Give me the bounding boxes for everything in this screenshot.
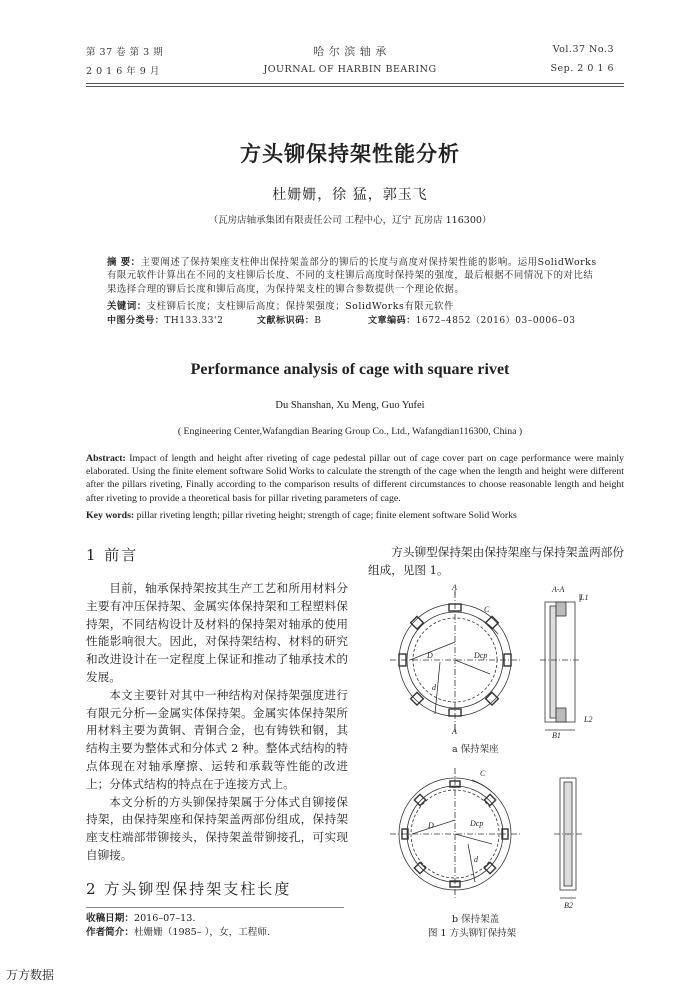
received-date — [86, 912, 195, 926]
label-a-bottom: A — [452, 727, 457, 736]
label-d-small-bottom: d — [474, 855, 478, 864]
received-label: 收稿日期： — [86, 913, 134, 924]
abstract-cn-label: 摘 要： — [107, 257, 141, 268]
paper-title-en: Performance analysis of cage with square rivet — [190, 361, 510, 378]
article-label: 文章编码： — [368, 316, 416, 326]
label-l1: L1 — [580, 593, 589, 602]
source-watermark: 万方数据 — [6, 968, 55, 982]
abstract-en-label: Abstract: — [86, 453, 126, 464]
document-code — [257, 315, 321, 328]
label-dcp-top: Dcp — [474, 651, 488, 660]
label-dcp-bottom: Dcp — [470, 819, 484, 828]
label-c-bottom: C — [480, 769, 486, 778]
keywords-cn-label: 关键词： — [107, 301, 147, 312]
abstract-cn-text: 主要阐述了保持架座支柱伸出保持架盖部分的铆后的长度与高度对保持架性能的影响。运用SolidWorks有限元软件计算出在不同的支柱铆后长度、不同的支柱铆后高度时保持架的强度，最后根据不同情况下的对比结果选择合理的铆后长度和铆后高度，为保持架支柱的铆合参数提供一个理论依据。 — [107, 257, 597, 295]
article-number — [368, 315, 576, 328]
section-1-paragraph-3: 本文分析的方头铆保持架属于分体式自铆接保持架，由保持架座和保持架盖两部份组成，保持架座支柱端部带铆接头，保持架盖带铆接孔，可实现自铆接。 — [86, 794, 348, 862]
affiliation-cn: （瓦房店轴承集团有限责任公司 工程中心，辽宁 瓦房店 116300） — [208, 215, 492, 226]
keywords-cn-text: 支柱铆后长度；支柱铆后高度；保持架强度；SolidWorks有限元软件 — [146, 301, 455, 312]
author-bio — [86, 926, 270, 940]
footnote-rule — [86, 907, 344, 908]
figure-intro-paragraph: 方头铆型保持架由保持架座与保持架盖两部份组成，见图 1。 — [368, 545, 624, 577]
header-rule — [86, 83, 624, 84]
class-label: 中图分类号： — [107, 316, 165, 326]
journal-name-en: JOURNAL OF HARBIN BEARING — [263, 64, 437, 75]
figure-caption-b: b 保持架盖 — [452, 914, 500, 925]
section-1-paragraph-1: 目前，轴承保持架按其生产工艺和所用材料分主要有冲压保持架、金属实体保持架和工程塑料保持架，不同结构设计及材料的保持架对轴承的使用性能影响很大。因此，对保持架结构、材料的研究和改进设计在一定程度上保证和推动了轴承技术的发展。 — [86, 581, 348, 684]
doc-value: B — [314, 316, 322, 326]
figure-intro — [368, 544, 624, 580]
section-2-heading: 2 方头铆型保持架支柱长度 — [86, 880, 292, 898]
figure-1-caption: 图 1 方头铆钉保持架 — [428, 928, 517, 939]
author-bio-label: 作者简介： — [86, 927, 134, 938]
label-a-a: A-A — [552, 585, 565, 594]
cage-cover-top-view — [390, 768, 520, 900]
figure-caption-a: a 保持架座 — [452, 744, 499, 755]
label-d-small-top: d — [432, 683, 436, 692]
label-d-top: D — [427, 651, 433, 660]
publication-date-en: Sep. 2 0 1 6 — [550, 63, 614, 74]
cage-pedestal-section — [540, 594, 580, 730]
class-value: TH133.33'2 — [164, 316, 224, 326]
journal-name-cn: 哈 尔 滨 轴 承 — [313, 45, 387, 58]
author-bio-value: 杜姗姗（1985– ），女，工程师. — [133, 927, 271, 938]
doc-label: 文献标识码： — [257, 316, 315, 326]
volume-issue: 第 37 卷 第 3 期 — [86, 47, 164, 58]
label-c-top: C — [484, 605, 490, 614]
paper-title-cn: 方头铆保持架性能分析 — [240, 142, 460, 166]
affiliation-en: ( Engineering Center,Wafangdian Bearing Group Co., Ltd., Wafangdian116300, China ) — [177, 426, 523, 437]
keywords-en — [86, 509, 624, 522]
label-b2: B2 — [564, 901, 573, 910]
section-1-heading: 1 前言 — [86, 546, 139, 564]
authors-cn: 杜姗姗，徐 猛，郭玉飞 — [272, 187, 428, 203]
authors-en: Du Shanshan, Xu Meng, Guo Yufei — [275, 400, 425, 411]
classification-number — [107, 315, 223, 328]
label-b1: B1 — [552, 731, 561, 740]
keywords-cn — [107, 300, 601, 313]
cage-cover-section — [554, 778, 584, 898]
label-l2: L2 — [584, 715, 593, 724]
figure-1-drawing — [380, 582, 620, 922]
keywords-en-label: Key words: — [86, 510, 135, 521]
section-1-paragraph-2: 本文主要针对其中一种结构对保持架强度进行有限元分析—金属实体保持架。金属实体保持架所用材料主要为黄铜、青铜合金，也有铸铁和钢，其结构主要为整体式和分体式 2 种。整体式结构的特点体现在对轴承摩擦、运转和承载等性能的改进上；分体式结构的特点在于连接方式上。 — [86, 687, 348, 791]
label-d-bottom: D — [428, 821, 434, 830]
section-1-body — [86, 580, 348, 865]
abstract-cn — [107, 256, 601, 296]
volume-issue-en: Vol.37 No.3 — [552, 44, 614, 55]
abstract-en-text: Impact of length and height after riveting of cage pedestal pillar out of cage cover part on cage performance were mainly elaborated. Using the finite element software Solid Works to calculate the strength of the cage when the length and height were different after the pillars riveting, Finally according to the comparison results of different circumstances to choose reasonable length and height after riveting to provide a theoretical basis for pillar riveting parameters of cage. — [86, 453, 624, 504]
abstract-en — [86, 452, 624, 505]
publication-date: 2 0 1 6 年 9 月 — [86, 66, 160, 77]
received-value: 2016–07–13. — [133, 913, 196, 924]
header-rule-2 — [86, 86, 624, 87]
article-value: 1672–4852（2016）03–0006–03 — [415, 316, 576, 326]
label-a-top: A — [452, 583, 457, 592]
keywords-en-text: pillar riveting length; pillar riveting height; strength of cage; finite element software Solid Works — [136, 510, 517, 521]
